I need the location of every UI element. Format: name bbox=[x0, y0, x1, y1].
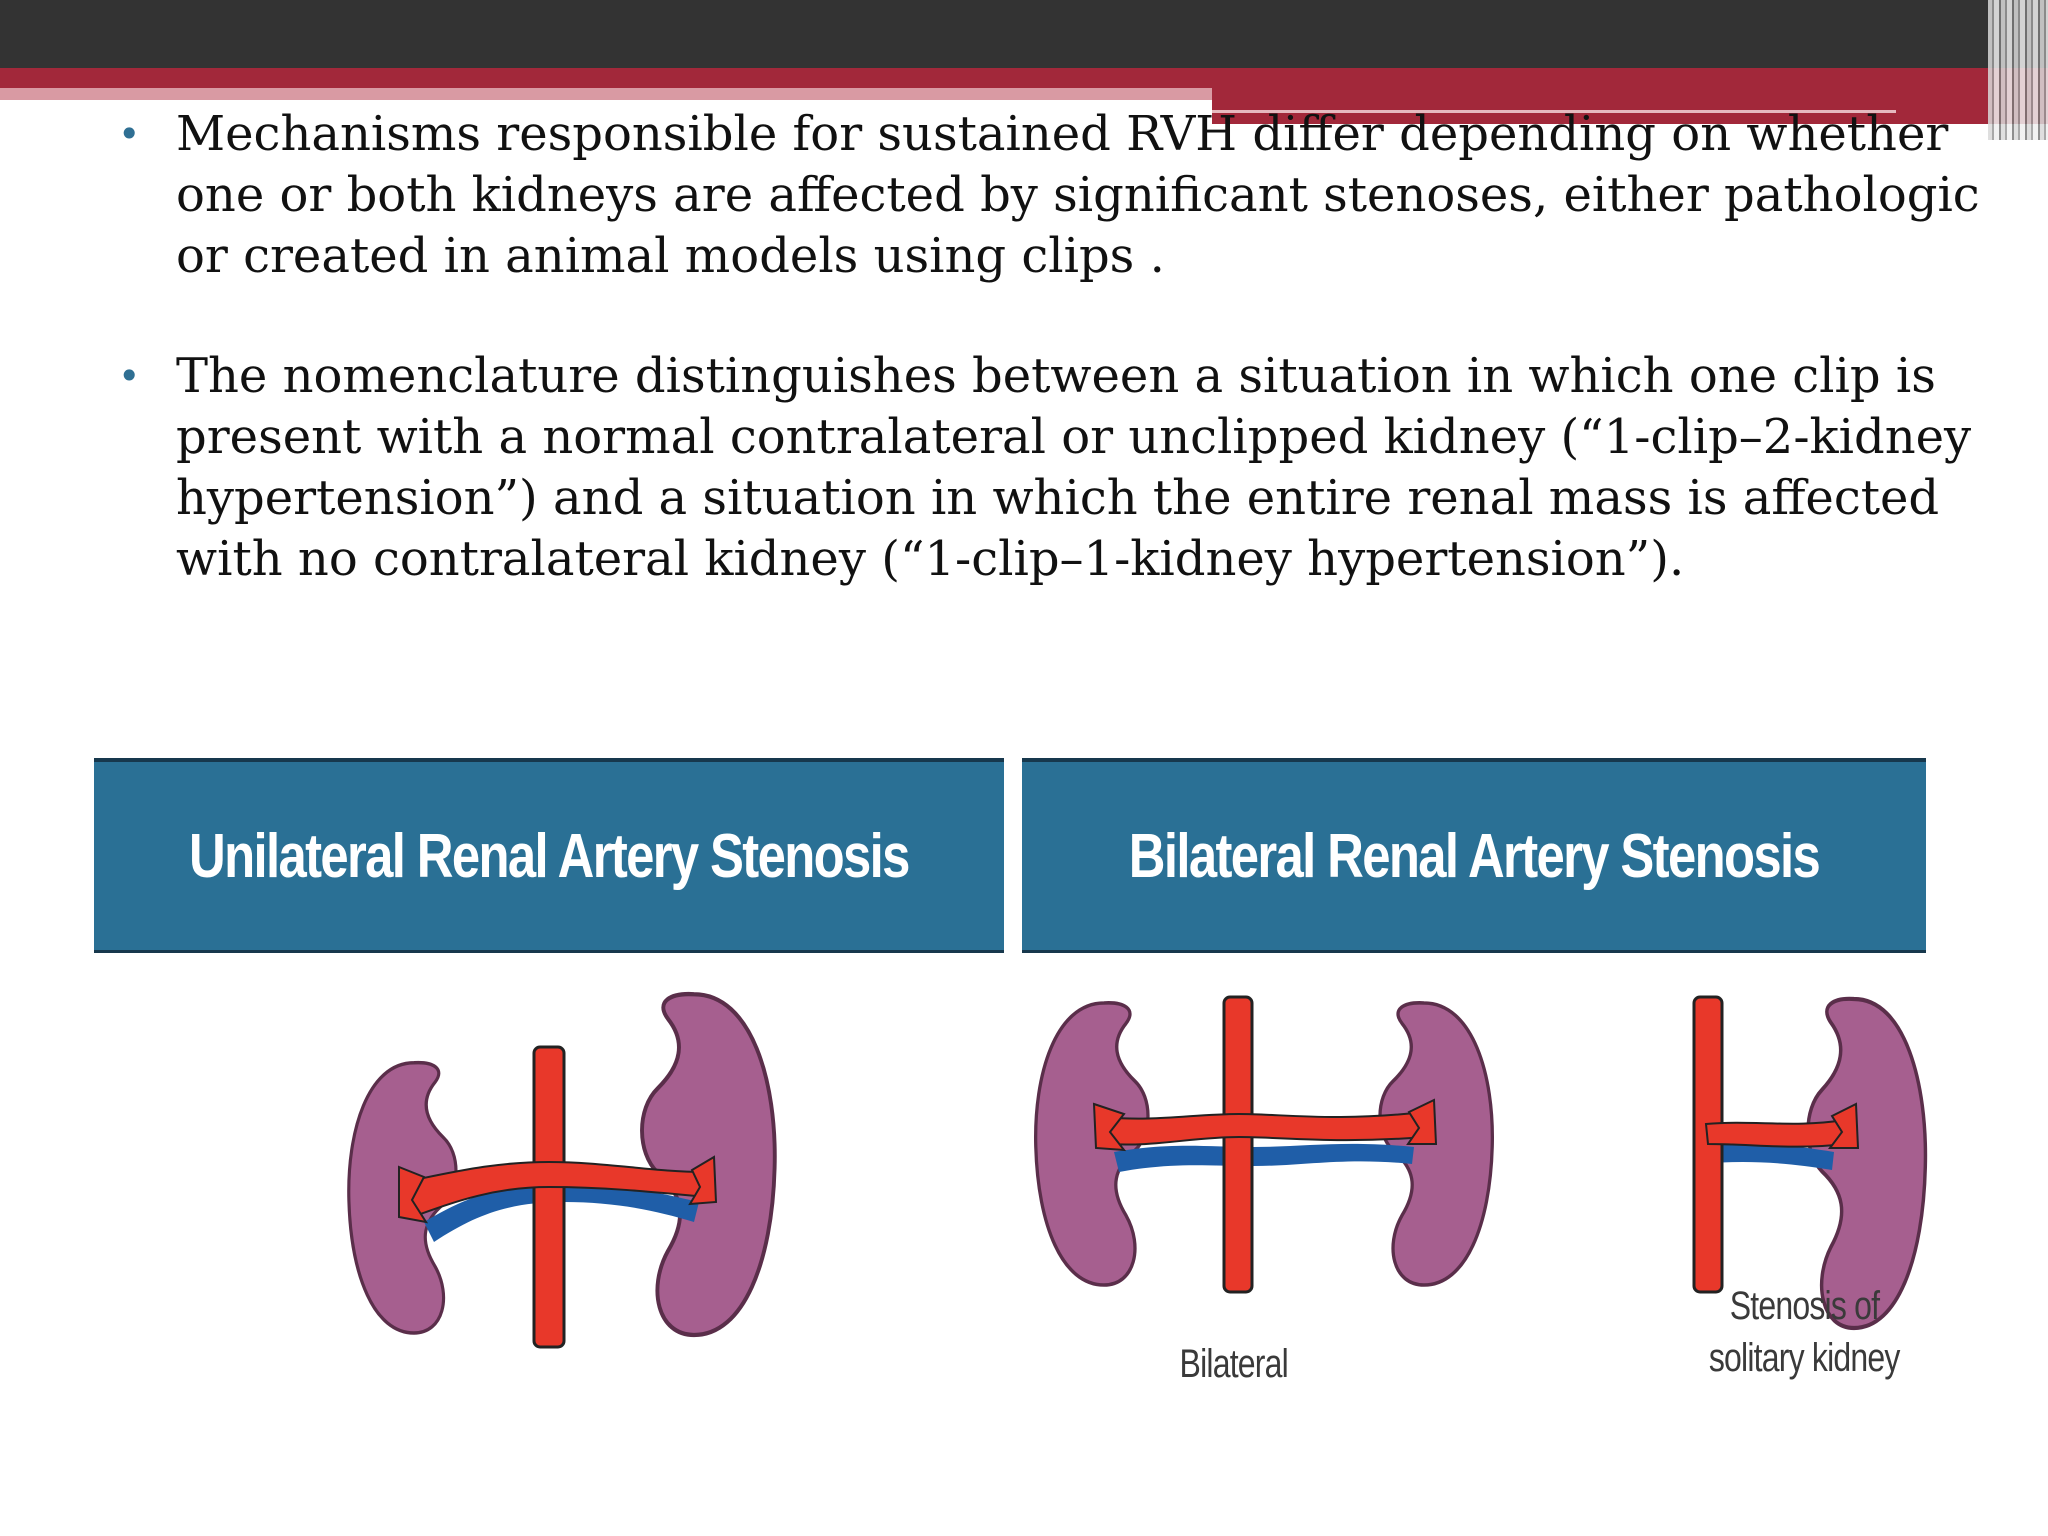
bullet-item bbox=[110, 104, 2030, 287]
accent-band bbox=[0, 68, 2048, 88]
solitary-caption bbox=[1674, 1280, 1934, 1384]
bilateral-title: Bilateral Renal Artery Stenosis bbox=[1128, 821, 1820, 891]
renal-artery-icon bbox=[1104, 1112, 1426, 1145]
solitary-caption-line1: Stenosis of bbox=[1729, 1284, 1879, 1328]
bullet-dot-icon: • bbox=[118, 354, 141, 398]
unilateral-kidneys bbox=[349, 994, 775, 1347]
unilateral-title: Unilateral Renal Artery Stenosis bbox=[189, 821, 909, 891]
bullet-text: The nomenclature distinguishes between a situation in which one clip is present with a normal contralateral or unclipped kidney (“1-clip–2-kidney hypertension”) and a situation in which the entire renal mass is affected with no contralateral kidney (“1-clip–1-kidney hypertension”). bbox=[176, 348, 1972, 587]
bullet-list bbox=[110, 104, 2030, 590]
bullet-dot-icon: • bbox=[118, 112, 141, 156]
aorta-icon bbox=[534, 1047, 564, 1347]
bilateral-kidneys bbox=[1036, 997, 1926, 1328]
bilateral-caption-text: Bilateral bbox=[1179, 1342, 1289, 1386]
bullet-text: Mechanisms responsible for sustained RVH differ depending on whether one or both kidneys are affected by significant stenoses, either pathologic or created in animal models using clips . bbox=[176, 106, 1980, 284]
solitary-caption-line2: solitary kidney bbox=[1708, 1336, 1900, 1380]
bilateral-caption bbox=[1124, 1338, 1344, 1390]
bullet-item bbox=[110, 346, 2030, 590]
renal-stenosis-figure bbox=[94, 752, 1934, 1392]
renal-artery-icon bbox=[1706, 1120, 1846, 1147]
vein-icon bbox=[1114, 1144, 1414, 1172]
kidney-diagram bbox=[94, 752, 1934, 1392]
aorta-icon bbox=[1224, 997, 1252, 1292]
title-bar bbox=[0, 0, 2048, 68]
accent-band-light bbox=[0, 88, 1212, 100]
